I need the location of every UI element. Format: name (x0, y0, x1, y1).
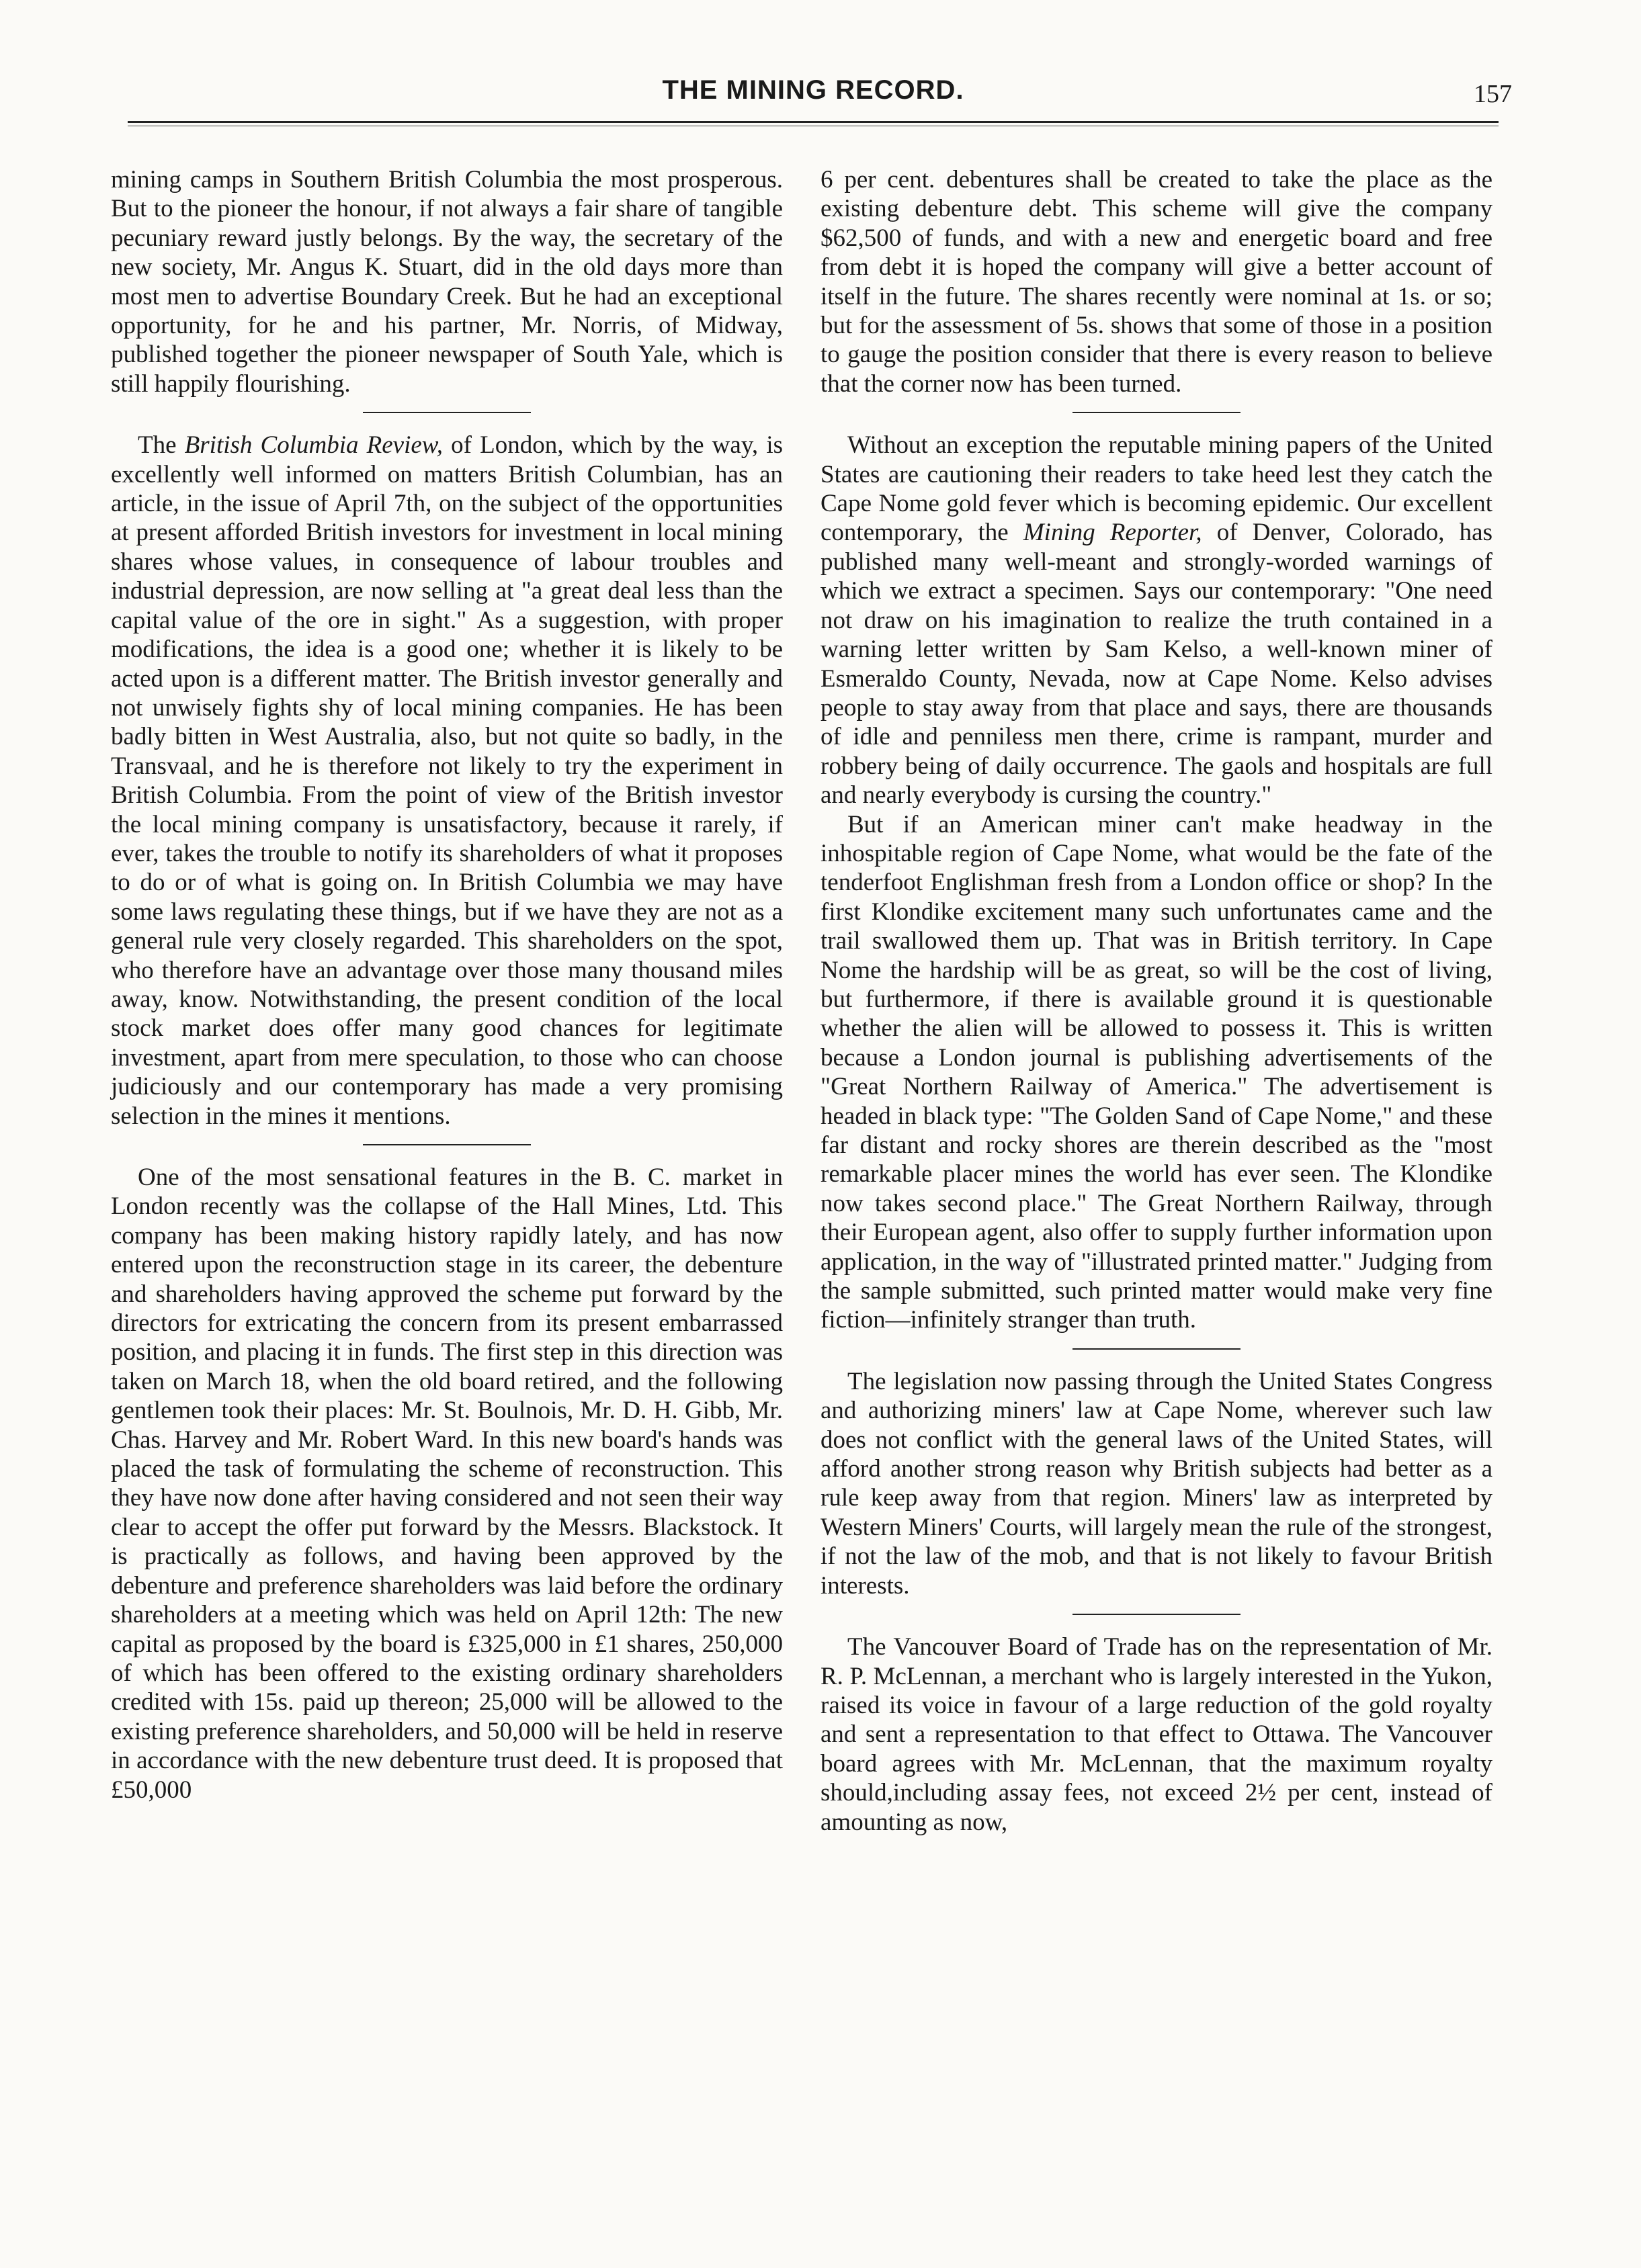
running-head (108, 75, 1519, 116)
paragraph-bc-review (111, 431, 783, 1131)
paragraph-text: The (138, 431, 185, 460)
paragraph-legislation: The legislation now passing through the United States Congress and authorizing miners' law at Cape Nome, wherever such law does not conflict with the general laws of the United States, will afford another strong reason why British subjects had better as a rule keep away from that region. Miners' law as interpreted by Western Miners' Courts, will largely mean the rule of the strongest, if not the law of the mob, and that is not likely to favour British interests. (820, 1367, 1492, 1600)
paragraph-cape-nome-warning (820, 431, 1492, 810)
journal-title: THE MINING RECORD. (662, 75, 964, 105)
section-divider (363, 412, 531, 413)
paragraph-vancouver-board: The Vancouver Board of Trade has on the representation of Mr. R. P. McLennan, a merchant who is largely interested in the Yukon, raised its voice in favour of a large reduction of the gold royalty and sent a representation to that effect to Ottawa. The Vancouver board agrees with Mr. McLennan, that the maximum royalty should,including assay fees, not exceed 2½ per cent, instead of amounting as now, (820, 1633, 1492, 1836)
paragraph-text: of Denver, Colorado, has published many well-meant and strongly-worded warnings of which we extract a specimen. Says our contemporary: "One need not draw on his imagination to realize the truth contained in a warning letter written by Sam Kelso, a well-known miner of Esmeraldo County, Nevada, now at Cape Nome. Kelso advises people to stay away from that place and says, there are thousands of idle and penniless men there, crime is rampant, murder and robbery being of daily occurrence. The gaols and hospitals are full and nearly everybody is cursing the country." (820, 519, 1492, 810)
paragraph-hall-mines: One of the most sensational features in the B. C. market in London recently was the collapse of the Hall Mines, Ltd. This company has been making history rapidly lately, and has now entered upon the reconstruction stage in its career, the debenture and shareholders having approved the scheme put forward by the directors for extricating the concern from its present embarrassed position, and placing it in funds. The first step in this direction was taken on March 18, when the old board retired, and the following gentlemen took their places: Mr. St. Boulnois, Mr. D. H. Gibb, Mr. Chas. Harvey and Mr. Robert Ward. In this new board's hands was placed the task of formulating the scheme of reconstruction. This they have now done after having considered and not seen their way clear to accept the offer put forward by the Messrs. Blackstock. It is practically as follows, and having been approved by the debenture and preference shareholders was laid before the ordinary shareholders at a meeting which was held on April 12th: The new capital as proposed by the board is £325,000 in £1 shares, 250,000 of which has been offered to the existing ordinary shareholders credited with 15s. paid up thereon; 25,000 will be allowed to the existing preference shareholders, and 50,000 will be held in reserve in accordance with the new debenture trust deed. It is proposed that £50,000 (111, 1164, 783, 1804)
paragraph-debentures: 6 per cent. debentures shall be created to take the place as the existing debenture debt. This scheme will give the company $62,500 of funds, and with a new and energetic board and free from debt it is hoped the company will give a better account of itself in the future. The shares recently were nominal at 1s. or so; but for the assessment of 5s. shows that some of those in a position to gauge the position consider that there is every reason to believe that the corner now has been turned. (820, 166, 1492, 398)
section-divider (363, 1144, 531, 1145)
publication-name: Mining Reporter, (1023, 519, 1202, 547)
page-number: 157 (1474, 80, 1512, 108)
section-divider (1072, 412, 1240, 413)
paragraph-tenderfoot: But if an American miner can't make headway in the inhospitable region of Cape Nome, what would be the fate of the tenderfoot Englishman fresh from a London office or shop? In the first Klondike excitement many such unfortunates came and the trail swallowed them up. That was in British territory. In Cape Nome the hardship will be as great, so will be the cost of living, but furthermore, if there is available ground it is questionable whether the alien will be allowed to possess it. This is written because a London journal is publishing advertisements of the "Great Northern Railway of America." The advertisement is headed in black type: "The Golden Sand of Cape Nome," and these far distant and rocky shores are therein described as the "most remarkable placer mines the world has ever seen. The Klondike now takes second place." The Great Northern Railway, through their European agent, also offer to supply further information upon application, in the way of "illustrated printed matter." Judging from the sample submitted, such printed matter would make very fine fiction—infinitely stranger than truth. (820, 810, 1492, 1334)
right-column (820, 165, 1492, 1837)
paragraph-boundary-creek: mining camps in Southern British Columbia the most prosperous. But to the pioneer the honour, if not always a fair share of tangible pecuniary reward justly belongs. By the way, the secretary of the new society, Mr. Angus K. Stuart, did in the old days more than most men to advertise Boundary Creek. But he had an exceptional opportunity, for he and his partner, Mr. Norris, of Midway, published together the pioneer newspaper of South Yale, which is still happily flourishing. (111, 166, 783, 398)
section-divider (1072, 1614, 1240, 1615)
paragraph-text: of London, which by the way, is excellently well informed on matters British Columbian, has an article, in the issue of April 7th, on the subject of the opportunities at present afforded British investors for investment in local mining shares whose values, in consequence of labour troubles and industrial depression, are now selling at "a great deal less than the capital value of the ore in sight." As a suggestion, with proper modifications, the idea is a good one; whether it is likely to be acted upon is a different matter. The British investor generally and not unwisely fights shy of local mining companies. He has been badly bitten in West Australia, also, but not quite so badly, in the Transvaal, and he is therefore not likely to try the experiment in British Columbia. From the point of view of the British investor the local mining company is unsatisfactory, because it rarely, if ever, takes the trouble to notify its shareholders of what it proposes to do or of what is going on. In British Columbia we may have some laws regulating these things, but if we have they are not as a general rule very closely regarded. This shareholders on the spot, who therefore have an advantage over those many thousand miles away, know. Notwithstanding, the present condition of the local stock market does offer many good chances for legitimate investment, apart from mere speculation, to those who can choose judiciously and our contemporary has made a very promising selection in the mines it mentions. (111, 431, 783, 1130)
publication-name: British Columbia Review, (184, 431, 443, 460)
left-column (111, 165, 783, 1804)
section-divider (1072, 1348, 1240, 1350)
header-rule (128, 121, 1499, 126)
paragraph-text: Without an exception the reputable mining papers of the United States are cautioning their readers to take heed lest they catch the Cape Nome gold fever which is becoming epidemic. Our excellent contemporary, the (820, 431, 1492, 547)
